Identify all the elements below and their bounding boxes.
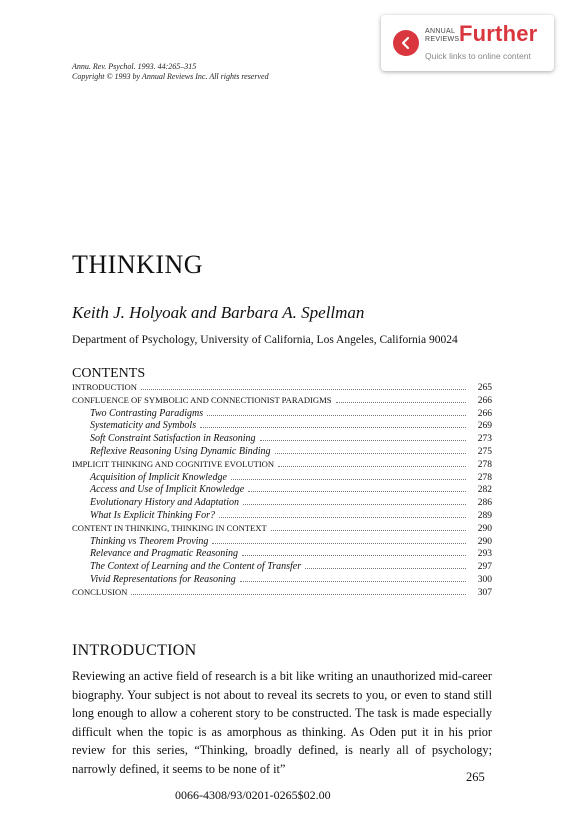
- toc-entry[interactable]: [72, 408, 492, 421]
- toc-entry-page: 290: [477, 523, 492, 534]
- toc-entry-page: 278: [477, 472, 492, 483]
- toc-leader-dots: [275, 446, 466, 454]
- toc-entry[interactable]: [72, 433, 492, 446]
- toc-entry-page: 266: [477, 408, 492, 419]
- toc-entry-label: What Is Explicit Thinking For?: [90, 509, 215, 521]
- toc-leader-dots: [200, 420, 466, 428]
- table-of-contents: [72, 382, 492, 600]
- toc-leader-dots: [141, 382, 466, 390]
- toc-entry-label: Acquisition of Implicit Knowledge: [90, 471, 227, 483]
- article-title: THINKING: [72, 250, 204, 279]
- chevron-left-icon: [393, 30, 419, 56]
- toc-entry[interactable]: [72, 523, 492, 536]
- contents-heading: CONTENTS: [72, 366, 146, 381]
- footer-code: 0066-4308/93/0201-0265$02.00: [175, 788, 331, 802]
- toc-entry-page: 265: [477, 383, 492, 393]
- toc-entry-label: Two Contrasting Paradigms: [90, 407, 204, 419]
- toc-leader-dots: [260, 433, 466, 441]
- toc-leader-dots: [131, 587, 466, 595]
- badge-subtitle: Quick links to online content: [425, 51, 531, 61]
- author-affiliation: Department of Psychology, University of California, Los Angeles, California 90024: [72, 334, 458, 346]
- toc-entry-page: 290: [477, 536, 492, 547]
- toc-entry-page: 278: [477, 459, 492, 470]
- toc-leader-dots: [242, 548, 466, 556]
- toc-entry[interactable]: [72, 395, 492, 408]
- section-heading: INTRODUCTION: [72, 642, 197, 659]
- publication-meta: [72, 62, 269, 82]
- toc-entry-page: 307: [477, 587, 492, 598]
- toc-leader-dots: [240, 574, 466, 582]
- toc-leader-dots: [207, 408, 466, 416]
- toc-leader-dots: [305, 561, 466, 569]
- further-badge[interactable]: [381, 15, 554, 71]
- toc-entry-page: 297: [477, 562, 492, 573]
- journal-citation: Annu. Rev. Psychol. 1993. 44:265–315: [72, 62, 197, 71]
- toc-leader-dots: [219, 510, 466, 518]
- toc-entry-label: Evolutionary History and Adaptation: [90, 497, 239, 509]
- toc-entry-page: 289: [477, 510, 492, 521]
- toc-entry-label: INTRODUCTION: [72, 382, 137, 392]
- toc-entry-label: CONCLUSION: [72, 586, 128, 597]
- toc-entry-label: Relevance and Pragmatic Reasoning: [90, 548, 239, 560]
- badge-title: Further: [459, 21, 538, 46]
- toc-leader-dots: [271, 523, 466, 531]
- toc-entry[interactable]: [72, 548, 492, 561]
- toc-entry[interactable]: [72, 536, 492, 549]
- page-number: 265: [466, 770, 485, 784]
- toc-entry[interactable]: [72, 484, 492, 497]
- toc-entry-label: CONFLUENCE OF SYMBOLIC AND CONNECTIONIST PARADIGMS: [72, 394, 332, 405]
- toc-entry-label: Systematicity and Symbols: [90, 420, 197, 432]
- body-paragraph: Reviewing an active field of research is a bit like writing an unauthorized mid-career biography. Your subject is not about to reveal its secrets to you, or even to stand still long enough to allow a coherent story to be constructed. The task is made especially difficult when the topic is as amorphous as thinking. As Oden put it in his prior review for this series, “Thinking, broadly defined, is nearly all of psychology; narrowly defined, it seems to be none of it”: [72, 669, 492, 776]
- toc-leader-dots: [278, 459, 466, 467]
- toc-entry[interactable]: [72, 472, 492, 485]
- toc-entry[interactable]: [72, 510, 492, 523]
- toc-entry[interactable]: [72, 561, 492, 574]
- toc-entry-label: CONTENT IN THINKING, THINKING IN CONTEXT: [72, 522, 267, 533]
- article-authors: Keith J. Holyoak and Barbara A. Spellman: [72, 303, 365, 322]
- toc-entry-label: Vivid Representations for Reasoning: [90, 573, 236, 585]
- toc-entry-label: Access and Use of Implicit Knowledge: [90, 484, 245, 496]
- toc-leader-dots: [243, 497, 466, 505]
- toc-entry-page: 269: [477, 421, 492, 432]
- toc-entry[interactable]: [72, 446, 492, 459]
- toc-leader-dots: [248, 484, 466, 492]
- toc-entry[interactable]: [72, 587, 492, 600]
- toc-entry-page: 273: [477, 434, 492, 445]
- toc-entry-label: IMPLICIT THINKING AND COGNITIVE EVOLUTION: [72, 458, 275, 469]
- toc-entry-label: Soft Constraint Satisfaction in Reasoning: [90, 433, 256, 445]
- toc-entry[interactable]: [72, 497, 492, 510]
- toc-entry-label: Reflexive Reasoning Using Dynamic Binding: [90, 445, 271, 457]
- toc-entry-label: Thinking vs Theorem Proving: [90, 535, 209, 547]
- toc-leader-dots: [231, 472, 466, 480]
- toc-entry[interactable]: [72, 459, 492, 472]
- toc-entry-page: 300: [477, 574, 492, 585]
- toc-entry[interactable]: [72, 420, 492, 433]
- toc-entry-page: 275: [477, 446, 492, 457]
- toc-entry-page: 293: [477, 549, 492, 560]
- badge-brand: ANNUAL REVIEWS: [425, 28, 460, 43]
- toc-entry-page: 282: [477, 485, 492, 496]
- toc-entry-page: 286: [477, 498, 492, 509]
- toc-entry-label: The Context of Learning and the Content of Transfer: [90, 561, 302, 573]
- toc-entry-page: 266: [477, 395, 492, 406]
- toc-leader-dots: [212, 536, 466, 544]
- copyright-notice: Copyright © 1993 by Annual Reviews Inc. All rights reserved: [72, 72, 269, 81]
- toc-entry[interactable]: [72, 382, 492, 395]
- toc-entry[interactable]: [72, 574, 492, 587]
- toc-leader-dots: [336, 395, 466, 403]
